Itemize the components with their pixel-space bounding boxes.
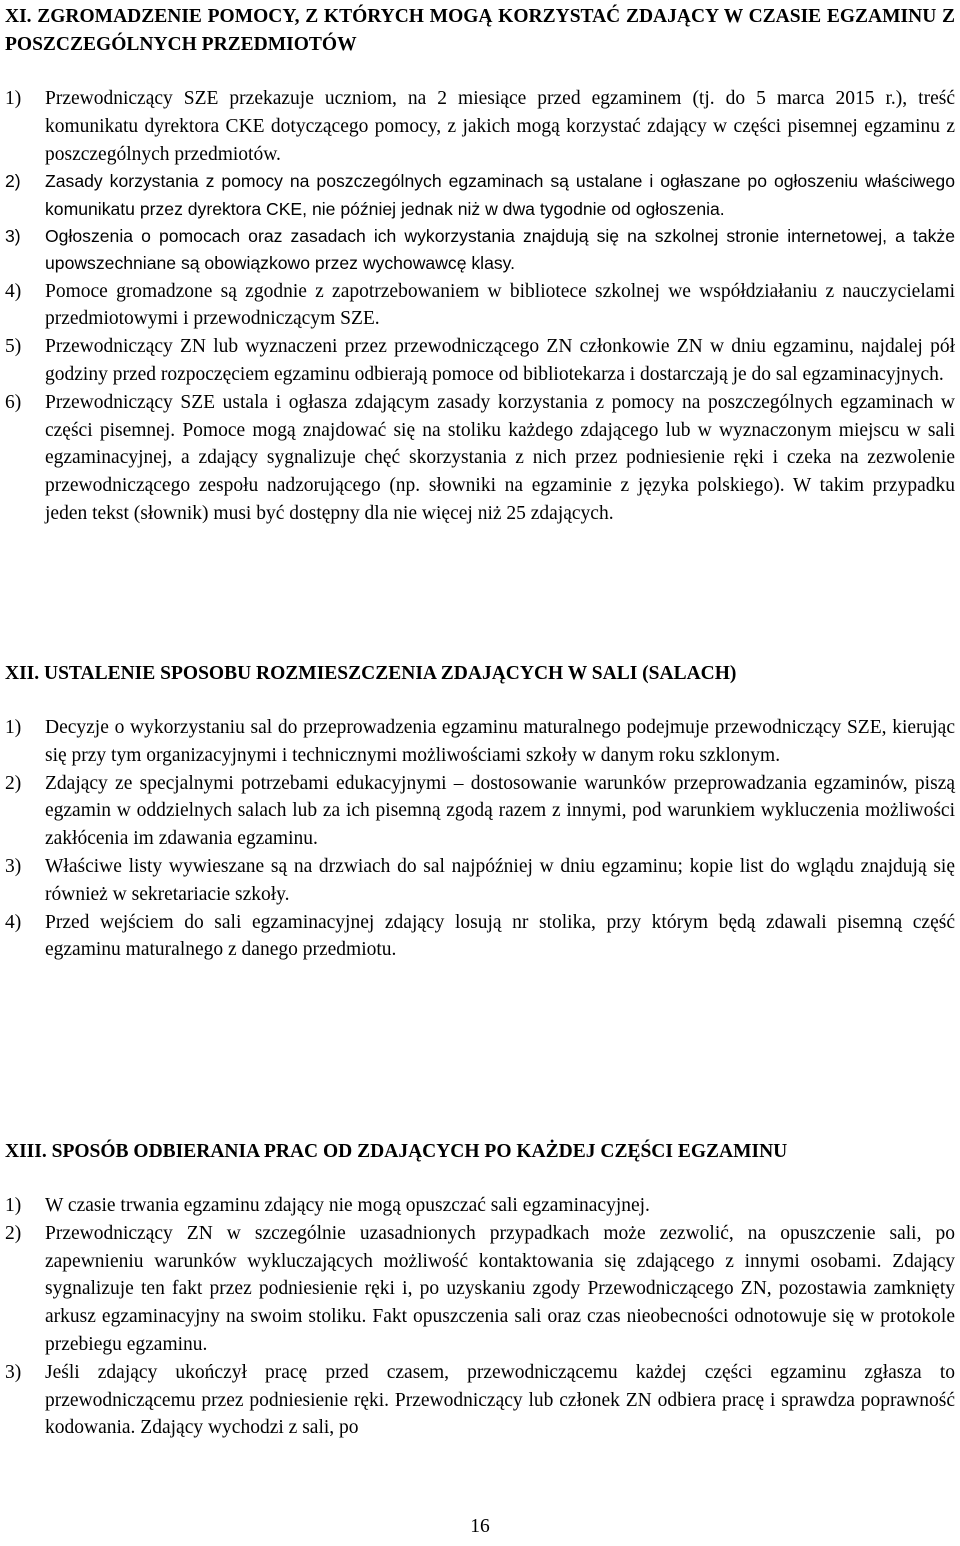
item-marker: 6)	[5, 391, 22, 413]
list-item	[5, 1220, 955, 1359]
item-marker: 4)	[5, 911, 22, 933]
item-marker: 3)	[5, 1361, 22, 1383]
list-item	[5, 909, 955, 965]
item-text: Przewodniczący ZN lub wyznaczeni przez przewodniczącego ZN członkowie ZN w dniu egzaminu, najdalej pół godziny przed rozpoczęciem egzaminu odbierają pomoce od bibliotekarza i dostarczają je do sal egzaminacyjnych.	[45, 336, 955, 385]
list-item	[5, 853, 955, 909]
item-text: Przed wejściem do sali egzaminacyjnej zdający losują nr stolika, przy którym będą zdawali pisemną część egzaminu maturalnego z danego przedmiotu.	[45, 911, 955, 961]
section-xii	[5, 660, 955, 964]
section-heading: XII. USTALENIE SPOSOBU ROZMIESZCZENIA ZDAJĄCYCH W SALI (SALACH)	[5, 663, 737, 684]
item-marker: 2)	[5, 171, 21, 192]
item-marker: 1)	[5, 1195, 22, 1216]
list-item	[5, 333, 955, 389]
item-marker: 1)	[5, 88, 22, 109]
list-item	[5, 223, 955, 278]
section-heading: XI. ZGROMADZENIE POMOCY, Z KTÓRYCH MOGĄ KORZYSTAĆ ZDAJĄCY W CZASIE EGZAMINU Z POSZCZEGÓLNYCH PRZEDMIOTÓW	[5, 6, 955, 55]
section-xiii	[5, 1138, 955, 1442]
list-item	[5, 1192, 955, 1220]
item-text: Przewodniczący SZE ustala i ogłasza zdającym zasady korzystania z pomocy na poszczególnych egzaminach w części pisemnej. Pomoce mogą znajdować się na stoliku każdego zdającego lub w wyznaczonym miejscu w sali egzaminacyjnej, a zdający sygnalizuje chęć skorzystania z nich przez podniesienie ręki i czeka na zezwolenie przewodniczącego zespołu nadzorującego (np. słowniki na egzaminie z języka polskiego). W takim przypadku jeden tekst (słownik) musi być dostępny dla nie więcej niż 25 zdających.	[45, 391, 955, 524]
list-item	[5, 770, 955, 853]
section-heading: XIII. SPOSÓB ODBIERANIA PRAC OD ZDAJĄCYCH PO KAŻDEJ CZĘŚCI EGZAMINU	[5, 1141, 788, 1162]
item-text: W czasie trwania egzaminu zdający nie mogą opuszczać sali egzaminacyjnej.	[45, 1195, 650, 1216]
item-text: Zdający ze specjalnymi potrzebami edukacyjnymi – dostosowanie warunków przeprowadzania egzaminów, piszą egzamin w oddzielnych salach lub za ich pisemną zgodą razem z innymi, pod warunkiem wykluczenia możliwości zakłócenia im zdawania egzaminu.	[45, 772, 955, 850]
item-list	[5, 1192, 955, 1442]
item-text: Zasady korzystania z pomocy na poszczególnych egzaminach są ustalane i ogłaszane po ogłoszeniu właściwego komunikatu przez dyrektora CKE, nie później jednak niż w dwa tygodnie od ogłoszenia.	[45, 171, 955, 219]
item-marker: 2)	[5, 1222, 22, 1244]
list-item	[5, 389, 955, 528]
item-text: Pomoce gromadzone są zgodnie z zapotrzebowaniem w bibliotece szkolnej we współdziałaniu z nauczycielami przedmiotowymi i przewodniczącym SZE.	[45, 280, 955, 330]
item-marker: 5)	[5, 336, 22, 358]
item-text: Jeśli zdający ukończył pracę przed czasem, przewodniczącemu każdej części egzaminu zgłasza to przewodniczącemu przez podniesienie ręki. Przewodniczący lub członek ZN odbiera pracę i sprawdza poprawność kodowania. Zdający wychodzi z sali, po	[45, 1361, 955, 1439]
item-text: Właściwe listy wywieszane są na drzwiach do sal najpóźniej w dniu egzaminu; kopie list do wglądu znajdują się również w sekretariacie szkoły.	[45, 855, 955, 905]
item-marker: 3)	[5, 225, 21, 246]
item-marker: 2)	[5, 772, 22, 794]
list-item	[5, 714, 955, 770]
list-item	[5, 168, 955, 223]
item-text: Przewodniczący ZN w szczególnie uzasadnionych przypadkach może zezwolić, na opuszczenie sali, po zapewnieniu warunków wykluczających możliwość kontaktowania się zdającego z innymi osobami. Zdający sygnalizuje ten fakt przez podniesienie ręki i, po uzyskaniu zgody Przewodniczącego ZN, pozostawia zamknięty arkusz egzaminacyjny na swoim stoliku. Fakt opuszczenia sali oraz czas nieobecności odnotowuje się w protokole przebiegu egzaminu.	[45, 1222, 955, 1355]
page-number: 16	[470, 1516, 490, 1537]
item-text: Decyzje o wykorzystaniu sal do przeprowadzenia egzaminu maturalnego podejmuje przewodniczący SZE, kierując się przy tym organizacyjnymi i technicznymi możliwościami szkoły w danym roku szklonym.	[45, 717, 955, 766]
item-marker: 3)	[5, 855, 22, 877]
section-xi	[5, 3, 955, 528]
item-list	[5, 85, 955, 528]
item-marker: 4)	[5, 280, 22, 302]
list-item	[5, 1359, 955, 1442]
list-item	[5, 278, 955, 334]
item-text: Ogłoszenia o pomocach oraz zasadach ich wykorzystania znajdują się na szkolnej stronie internetowej, a także upowszechniane są obowiązkowo przez wychowawcę klasy.	[45, 225, 955, 274]
item-text: Przewodniczący SZE przekazuje uczniom, na 2 miesiące przed egzaminem (tj. do 5 marca 2015 r.), treść komunikatu dyrektora CKE dotyczącego pomocy, z jakich mogą korzystać zdający w części pisemnej egzaminu z poszczególnych przedmiotów.	[45, 88, 955, 165]
item-marker: 1)	[5, 717, 22, 738]
list-item	[5, 85, 955, 168]
item-list	[5, 714, 955, 964]
